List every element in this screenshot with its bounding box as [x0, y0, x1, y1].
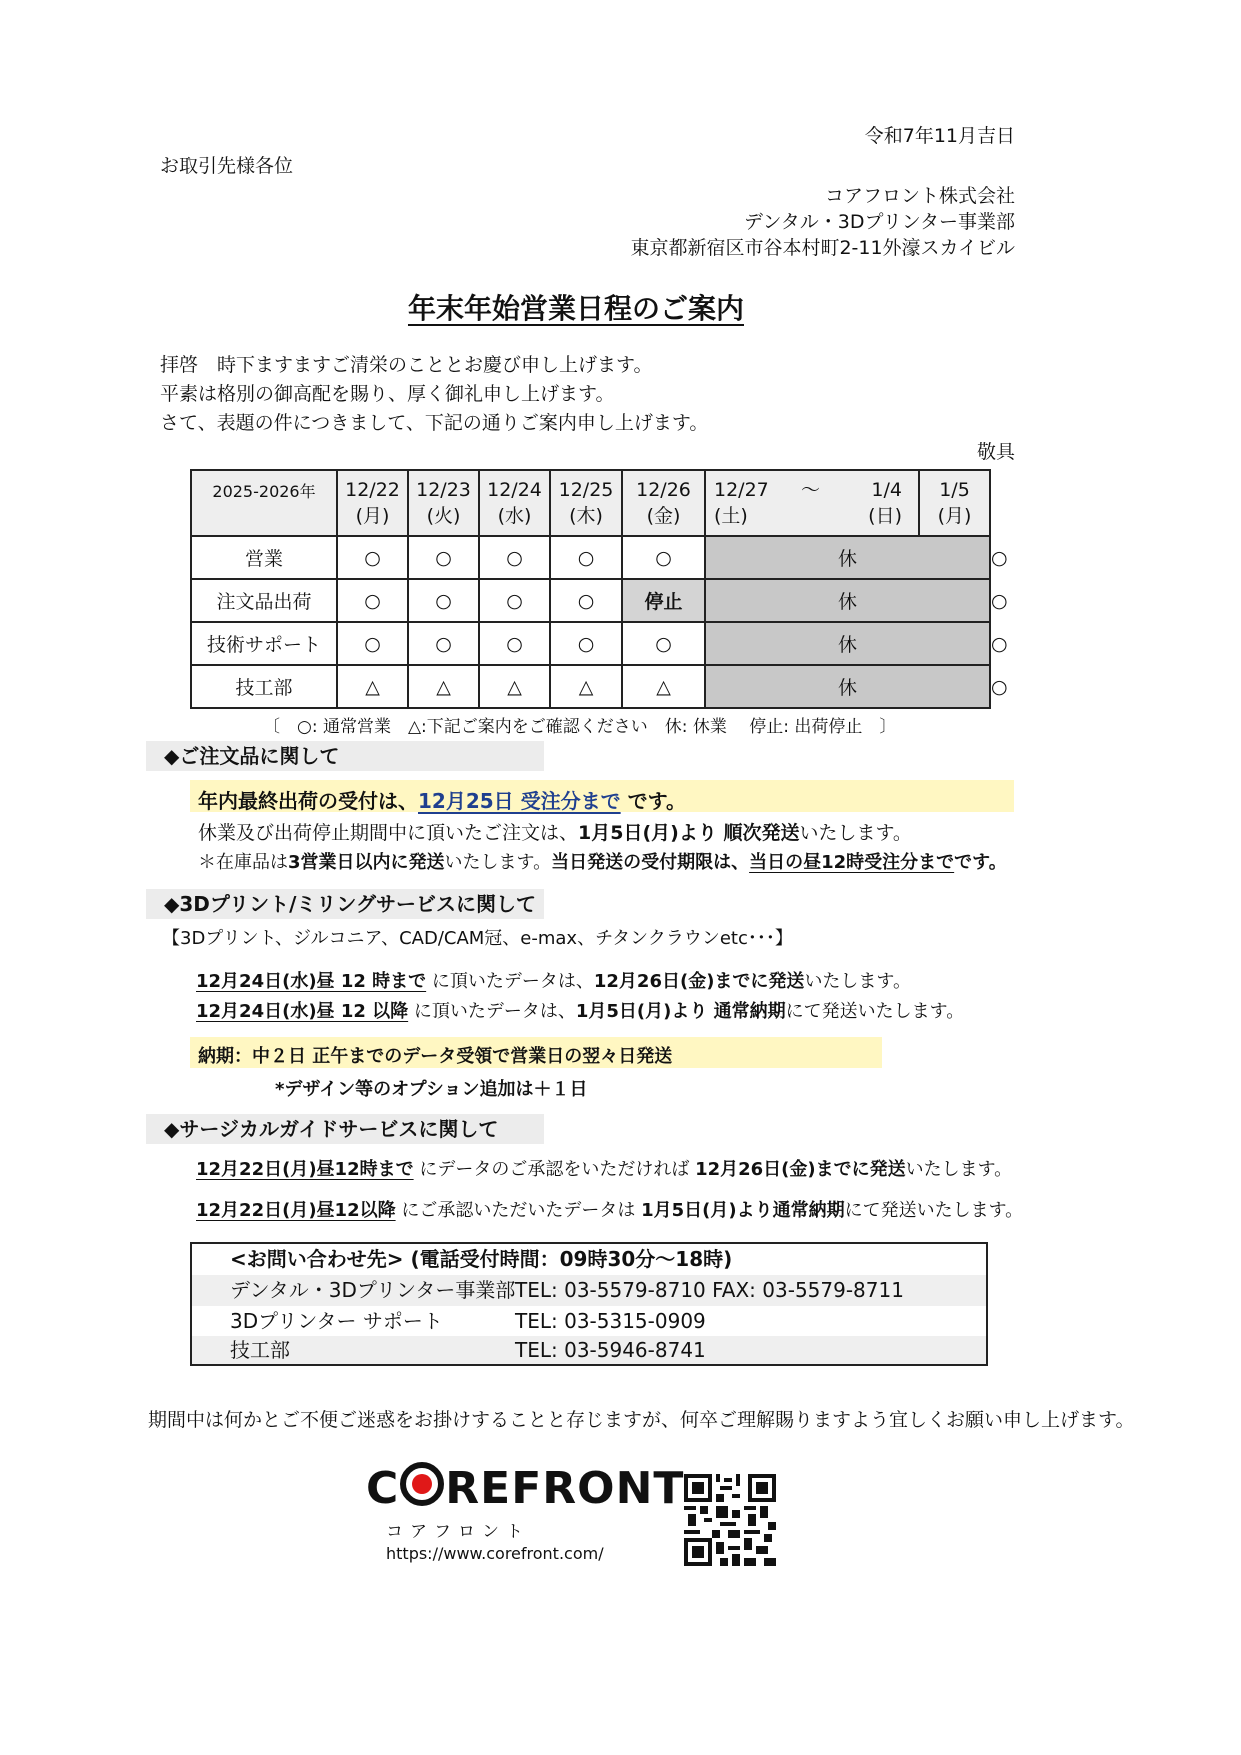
- delivery-note: 納期：中２日 正午までのデータ受領で営業日の翌々日発送: [198, 1046, 673, 1067]
- logo-kana: コアフロント: [386, 1522, 530, 1542]
- contact-title: <お問い合わせ先> (電話受付時間：09時30分～18時): [230, 1247, 733, 1271]
- 3dprint-row-1: 12月24日(水)昼 12 時まで に頂いたデータは、12月26日(金)までに発送いたします。: [196, 971, 911, 992]
- surgical-row-2: 12月22日(月)昼12以降 にご承認いただいたデータは 1月5日(月)より通常納期にて発送いたします。: [196, 1200, 1024, 1221]
- holiday-cell: 休: [705, 622, 990, 665]
- greeting-line-1: 拝啓 時下ますますご清栄のこととお慶び申し上げます。: [160, 354, 653, 376]
- date-col: 12/26 (金): [622, 470, 705, 536]
- issue-date: 令和7年11月吉日: [864, 125, 1015, 147]
- company-name: コアフロント株式会社: [824, 185, 1015, 207]
- table-legend: 〔 ○: 通常営業 △:下記ご案内をご確認ください 休: 休業 停止: 出荷停止 〕: [263, 717, 897, 737]
- closing-message: 期間中は何かとご不便ご迷惑をお掛けすることと存じますが、何卒ご理解賜りますよう宜しくお願い申し上げます。: [148, 1409, 1135, 1431]
- section-heading-surgical: ◆サージカルガイドサービスに関して: [146, 1114, 544, 1144]
- 3dprint-subtitle: 【3Dプリント、ジルコニア、CAD/CAM冠、e-max、チタンクラウンetc･･･】: [162, 928, 793, 949]
- table-header-row: [191, 470, 990, 536]
- department-name: デンタル・3Dプリンター事業部: [743, 211, 1015, 233]
- table-row: 営業 ○ ○ ○ ○ ○ 休 ○: [191, 536, 990, 579]
- contact-box: [190, 1242, 988, 1366]
- holiday-cell: 休: [705, 579, 990, 622]
- surgical-row-1: 12月22日(月)昼12時まで にデータのご承認をいただければ 12月26日(金)までに発送いたします。: [196, 1159, 1013, 1180]
- year-corner: 2025-2026年: [191, 470, 337, 536]
- row-label: 技術サポート: [191, 622, 337, 665]
- holiday-span-col: 12/27 〜 1/4 (土) (日): [705, 470, 919, 536]
- holiday-cell: 休: [705, 665, 990, 708]
- contact-row: デンタル・3Dプリンター事業部 TEL: 03-5579-8710 FAX: 03-5579-8711: [192, 1275, 986, 1306]
- 3dprint-row-2: 12月24日(水)昼 12 以降 に頂いたデータは、1月5日(月)より 通常納期にて発送いたします。: [196, 1001, 965, 1022]
- corefront-logo: C REFRONT: [366, 1463, 685, 1514]
- table-row: 技工部 △ △ △ △ △ 休 ○: [191, 665, 990, 708]
- recipient: お取引先様各位: [160, 155, 294, 177]
- contact-row: 3Dプリンター サポート TEL: 03-5315-0909: [230, 1309, 706, 1333]
- table-row: 注文品出荷 ○ ○ ○ ○ 停止 休 ○: [191, 579, 990, 622]
- row-label: 営業: [191, 536, 337, 579]
- contact-title-row: [192, 1244, 986, 1275]
- schedule-table: [190, 469, 1008, 709]
- date-col: 12/25 (木): [550, 470, 622, 536]
- greeting-line-2: 平素は格別の御高配を賜り、厚く御礼申し上げます。: [160, 383, 615, 405]
- website-url[interactable]: https://www.corefront.com/: [386, 1544, 604, 1563]
- final-shipping-notice: 年内最終出荷の受付は、12月25日 受注分まで です。: [198, 789, 687, 813]
- date-col: 12/24 (水): [479, 470, 550, 536]
- logo-circle-icon: [400, 1462, 444, 1506]
- contact-row: 技工部 TEL: 03-5946-8741: [192, 1336, 986, 1364]
- date-col: 12/22 (月): [337, 470, 408, 536]
- row-label: 技工部: [191, 665, 337, 708]
- date-col: 1/5 (月): [919, 470, 990, 536]
- section-heading-orders: ◆ご注文品に関して: [146, 741, 544, 771]
- closing-word: 敬具: [976, 441, 1015, 463]
- orders-line-2: 休業及び出荷停止期間中に頂いたご注文は、1月5日(月)より 順次発送いたします。: [198, 822, 912, 844]
- table-row: 技術サポート ○ ○ ○ ○ ○ 休 ○: [191, 622, 990, 665]
- greeting-line-3: さて、表題の件につきまして、下記の通りご案内申し上げます。: [160, 412, 709, 434]
- qr-code-icon[interactable]: [684, 1474, 776, 1566]
- option-note: *デザイン等のオプション追加は＋１日: [275, 1079, 588, 1100]
- section-heading-3dprint: ◆3Dプリント/ミリングサービスに関して: [146, 889, 544, 919]
- stop-cell: 停止: [622, 579, 705, 622]
- company-address: 東京都新宿区市谷本村町2-11外濠スカイビル: [630, 237, 1015, 259]
- date-col: 12/23 (火): [408, 470, 479, 536]
- row-label: 注文品出荷: [191, 579, 337, 622]
- orders-line-3: ＊在庫品は3営業日以内に発送いたします。当日発送の受付期限は、当日の昼12時受注分までです。: [198, 852, 1007, 873]
- page-title: 年末年始営業日程のご案内: [407, 292, 744, 325]
- holiday-cell: 休: [705, 536, 990, 579]
